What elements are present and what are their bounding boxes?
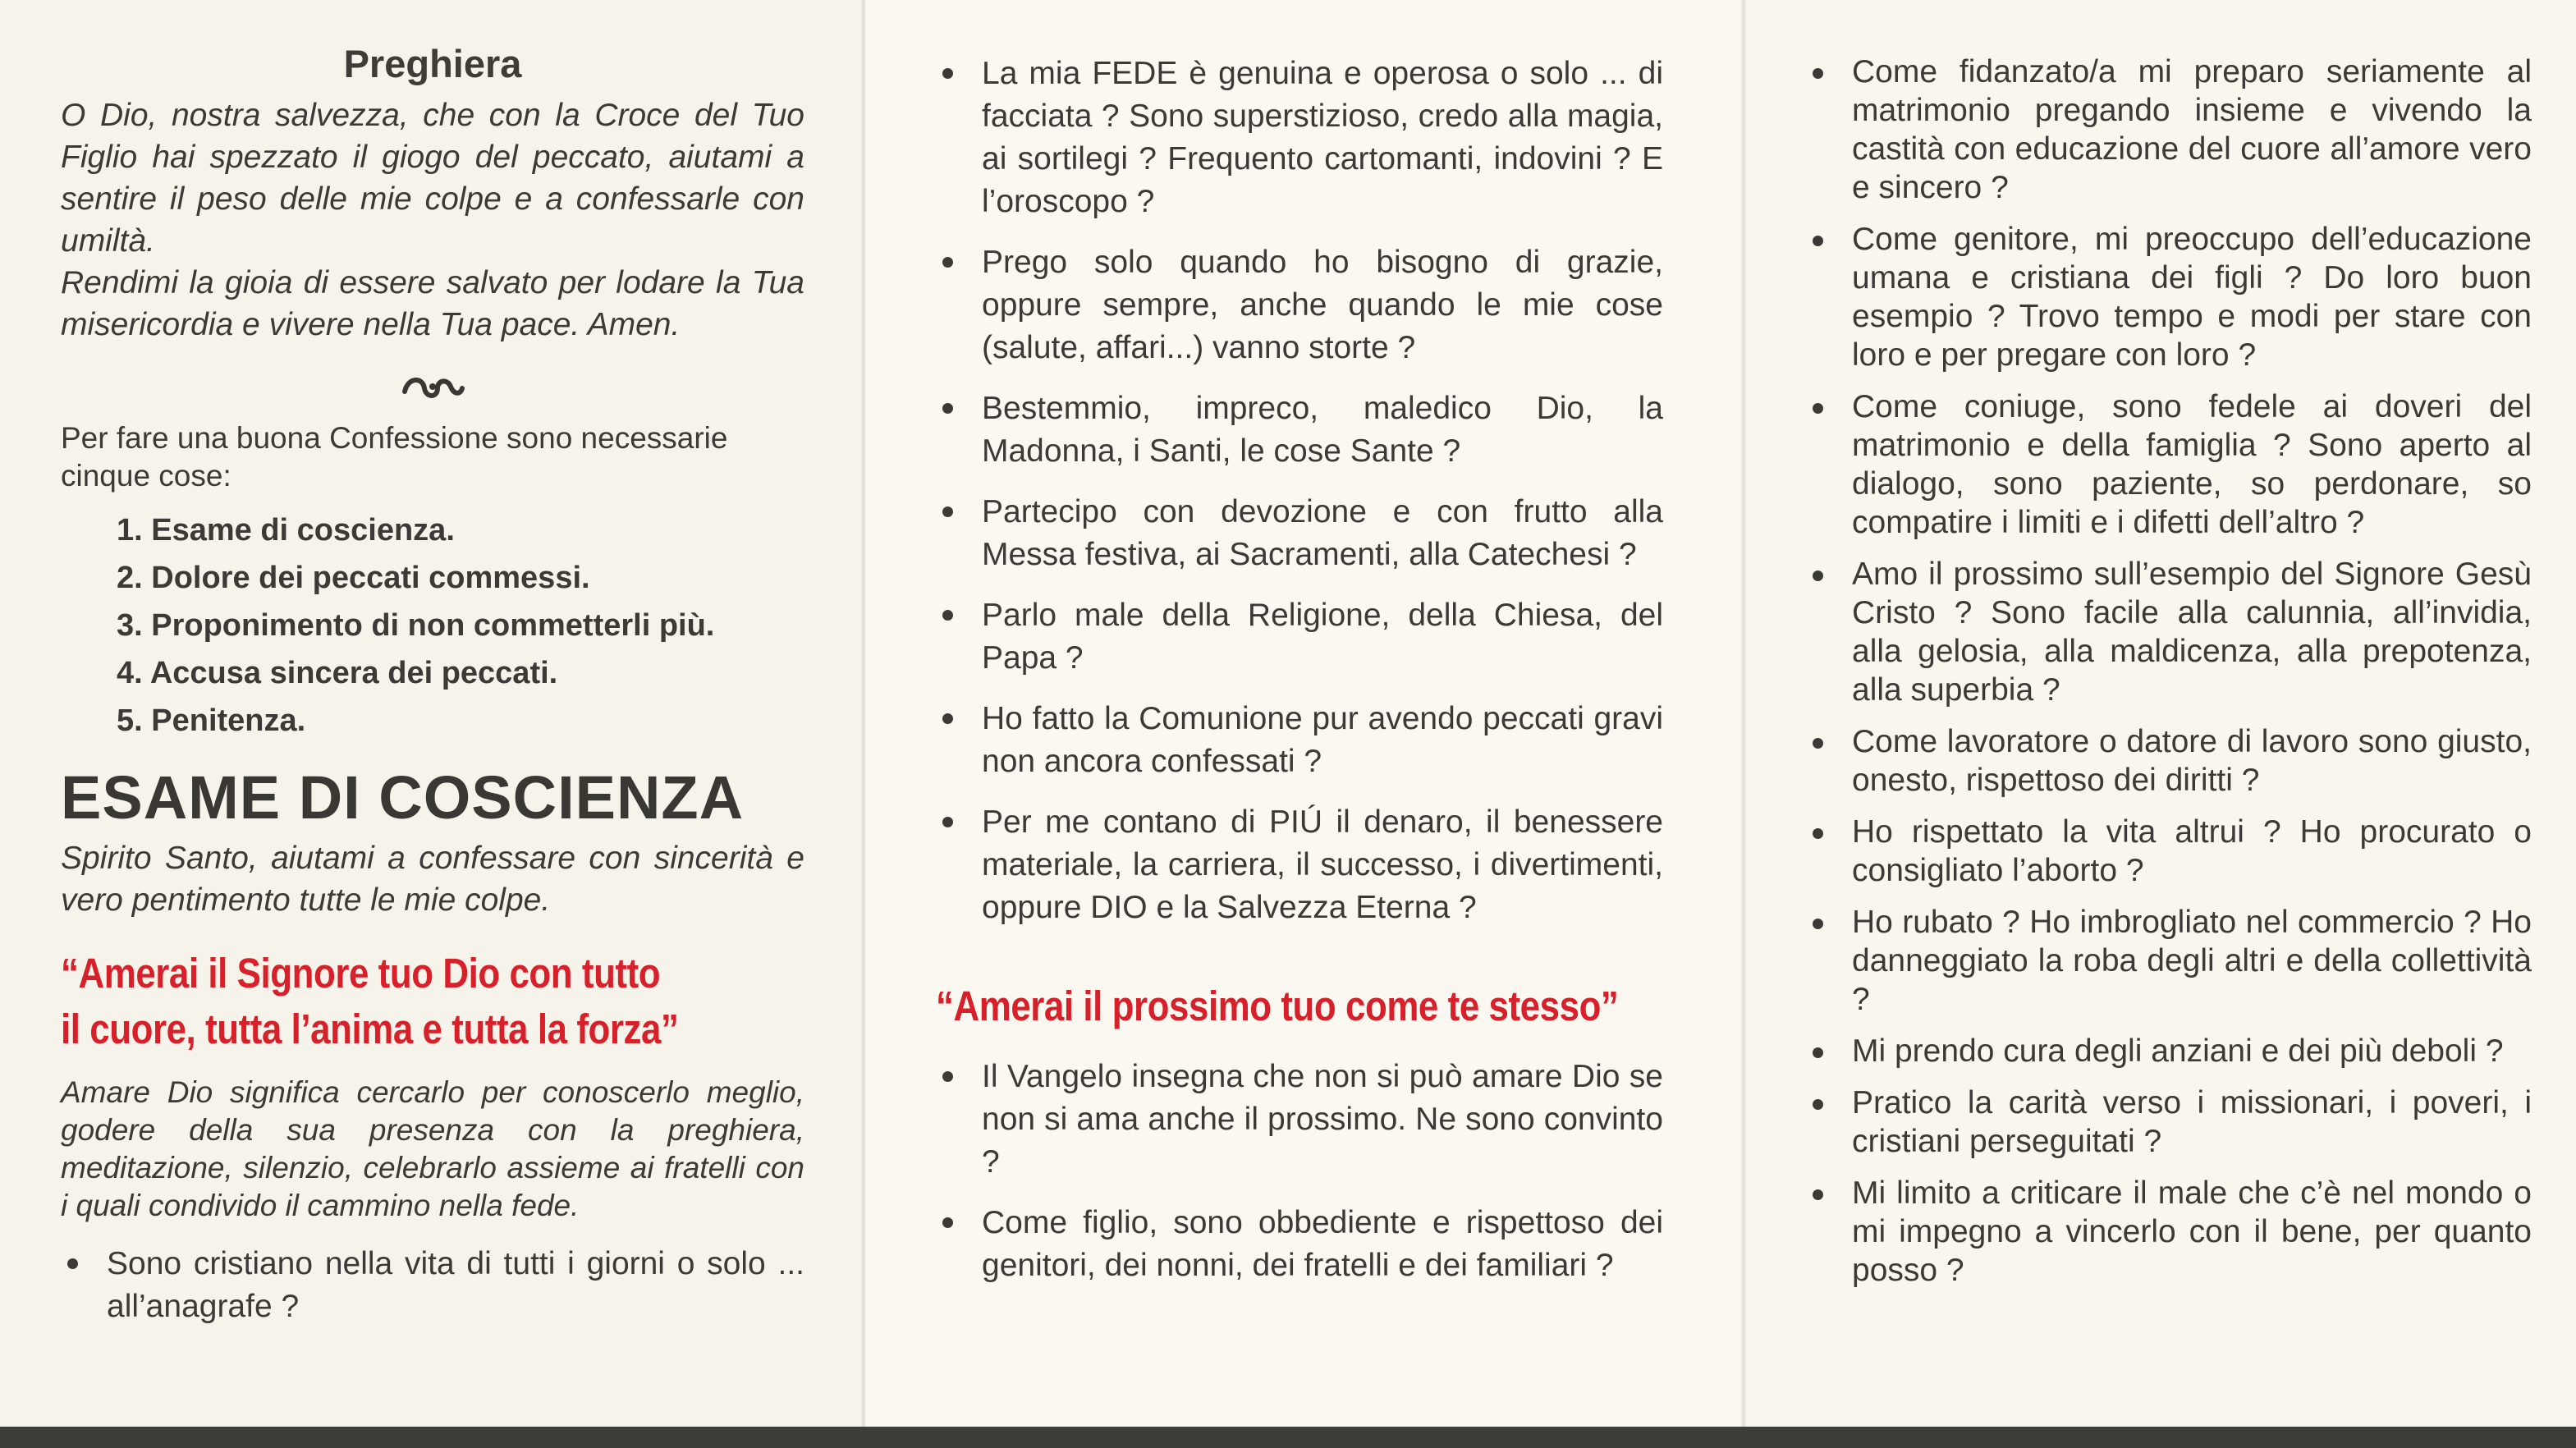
list-item: Parlo male della Religione, della Chiesa, del Papa ? bbox=[936, 594, 1663, 680]
exam-subtitle: Spirito Santo, aiutami a confessare con sincerità e vero pentimento tutte le mie colpe. bbox=[61, 841, 804, 918]
commandment-line-2: il cuore, tutta l’anima e tutta la forza” bbox=[61, 1006, 679, 1052]
prayer-text-2: Rendimi la gioia di essere salvato per lodare la Tua misericordia e vivere nella Tua pace. Amen. bbox=[61, 265, 804, 342]
list-item: Prego solo quando ho bisogno di grazie, oppure sempre, anche quando le mie cose (salute, affari...) vanno storte ? bbox=[936, 241, 1663, 369]
list-item: Per me contano di PIÚ il denaro, il benessere materiale, la carriera, il successo, i divertimenti, oppure DIO e la Salvezza Eterna ? bbox=[936, 801, 1663, 929]
question-list bbox=[936, 53, 1663, 929]
list-item: Ho fatto la Comunione pur avendo peccati gravi non ancora confessati ? bbox=[936, 698, 1663, 783]
commandment-text: Amare Dio significa cercarlo per conoscerlo meglio, godere della sua presenza con la preghiera, meditazione, silenzio, celebrarlo assieme ai fratelli con i quali condivido il cammino nella fede. bbox=[61, 1075, 804, 1222]
list-item: Partecipo con devozione e con frutto alla Messa festiva, ai Sacramenti, alla Catechesi ? bbox=[936, 491, 1663, 576]
list-item: La mia FEDE è genuina e operosa o solo ... di facciata ? Sono superstizioso, credo alla magia, ai sortilegi ? Frequento cartomanti, indovini ? E l’oroscopo ? bbox=[936, 53, 1663, 223]
list-item: Amo il prossimo sull’esempio del Signore Gesù Cristo ? Sono facile alla calunnia, all’invidia, alla gelosia, alla maldicenza, alla prepotenza, alla superbia ? bbox=[1806, 555, 2532, 709]
list-item: Come fidanzato/a mi preparo seriamente al matrimonio pregando insieme e vivendo la castità con educazione del cuore all’amore vero e sincero ? bbox=[1806, 53, 2532, 207]
neighbor-question-list bbox=[936, 1056, 1663, 1287]
step-item: 4. Accusa sincera dei peccati. bbox=[117, 656, 558, 690]
list-item: Pratico la carità verso i missionari, i poveri, i cristiani perseguitati ? bbox=[1806, 1084, 2532, 1161]
list-item: Come coniuge, sono fedele ai doveri del matrimonio e della famiglia ? Sono aperto al dialogo, sono paziente, so perdonare, so compatire i limiti e i difetti dell’altro ? bbox=[1806, 387, 2532, 542]
commandment-line-1: “Amerai il Signore tuo Dio con tutto bbox=[61, 950, 661, 997]
list-item: Come genitore, mi preoccupo dell’educazione umana e cristiana dei figli ? Do loro buon esempio ? Trovo tempo e modi per stare con loro e per pregare con loro ? bbox=[1806, 220, 2532, 374]
list-item: Come figlio, sono obbediente e rispettoso dei genitori, dei nonni, dei fratelli e dei familiari ? bbox=[936, 1202, 1663, 1287]
list-item: Bestemmio, impreco, maledico Dio, la Madonna, i Santi, le cose Sante ? bbox=[936, 387, 1663, 473]
step-item: 5. Penitenza. bbox=[117, 703, 306, 738]
list-item: Mi limito a criticare il male che c’è nel mondo o mi impegno a vincerlo con il bene, per quanto posso ? bbox=[1806, 1174, 2532, 1290]
panel-middle bbox=[864, 0, 1744, 1427]
neighbor-heading: “Amerai il prossimo tuo come te stesso” bbox=[936, 983, 1619, 1029]
list-item: Come lavoratore o datore di lavoro sono giusto, onesto, rispettoso dei diritti ? bbox=[1806, 722, 2532, 800]
steps-list bbox=[61, 506, 804, 745]
list-item: Ho rubato ? Ho imbrogliato nel commercio ? Ho danneggiato la roba degli altri e della collettività ? bbox=[1806, 903, 2532, 1019]
step-item: 1. Esame di coscienza. bbox=[117, 513, 455, 548]
exam-title: ESAME DI COSCIENZA bbox=[61, 763, 745, 832]
confession-intro: Per fare una buona Confessione sono necessarie cinque cose: bbox=[61, 421, 728, 493]
question-list bbox=[61, 1243, 804, 1328]
list-item: Il Vangelo insegna che non si può amare Dio se non si ama anche il prossimo. Ne sono convinto ? bbox=[936, 1056, 1663, 1184]
fleuron-icon bbox=[61, 370, 804, 403]
question-list bbox=[1806, 53, 2532, 1290]
panel-left bbox=[0, 0, 864, 1427]
scan-edge bbox=[0, 1427, 2576, 1448]
step-item: 2. Dolore dei peccati commessi. bbox=[117, 561, 590, 595]
fold-line bbox=[1741, 0, 1746, 1427]
list-item: Mi prendo cura degli anziani e dei più deboli ? bbox=[1806, 1032, 2532, 1070]
list-item: Sono cristiano nella vita di tutti i giorni o solo ... all’anagrafe ? bbox=[61, 1243, 804, 1328]
fold-line bbox=[861, 0, 866, 1427]
prayer-title: Preghiera bbox=[343, 42, 522, 85]
step-item: 3. Proponimento di non commetterli più. bbox=[117, 608, 715, 643]
list-item: Ho rispettato la vita altrui ? Ho procurato o consigliato l’aborto ? bbox=[1806, 813, 2532, 890]
prayer-text-1: O Dio, nostra salvezza, che con la Croce del Tuo Figlio hai spezzato il giogo del peccato, aiutami a sentire il peso delle mie colpe e a confessarle con umiltà. bbox=[61, 98, 804, 259]
panel-right bbox=[1744, 0, 2576, 1427]
commandment-heading bbox=[61, 946, 700, 1057]
